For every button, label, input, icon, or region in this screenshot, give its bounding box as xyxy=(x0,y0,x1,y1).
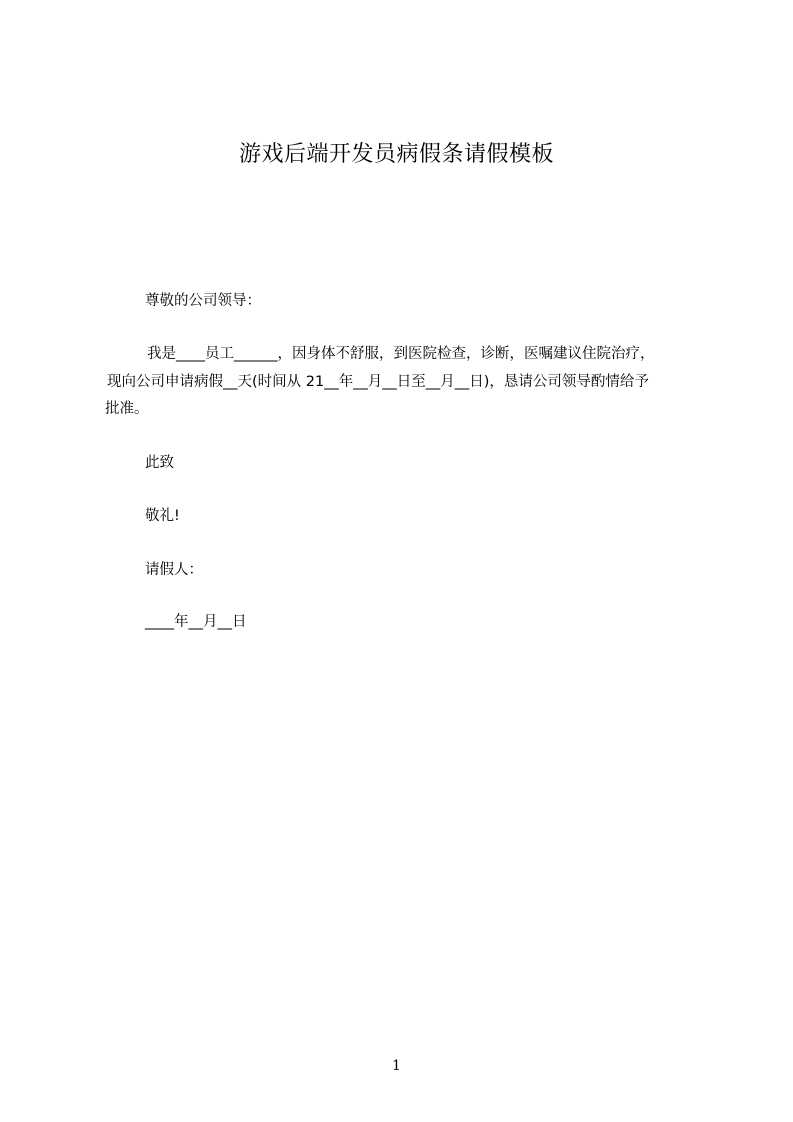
closing-line-2: 敬礼! xyxy=(145,508,180,524)
date-line: ____年__月__日 xyxy=(145,614,247,630)
body-line-3: 批准。 xyxy=(105,401,149,417)
closing-line-1: 此致 xyxy=(145,455,174,471)
applicant-label: 请假人： xyxy=(145,562,203,578)
body-line-2: 现向公司申请病假__天(时间从 21__年__月__日至__月__日)，恳请公司领导酌情给予 xyxy=(107,374,649,390)
body-line-1: 我是____员工______，因身体不舒服，到医院检查，诊断，医嘱建议住院治疗， xyxy=(147,346,655,362)
salutation: 尊敬的公司领导： xyxy=(145,293,261,309)
document-title: 游戏后端开发员病假条请假模板 xyxy=(238,142,554,167)
page-number: 1 xyxy=(392,1058,401,1074)
